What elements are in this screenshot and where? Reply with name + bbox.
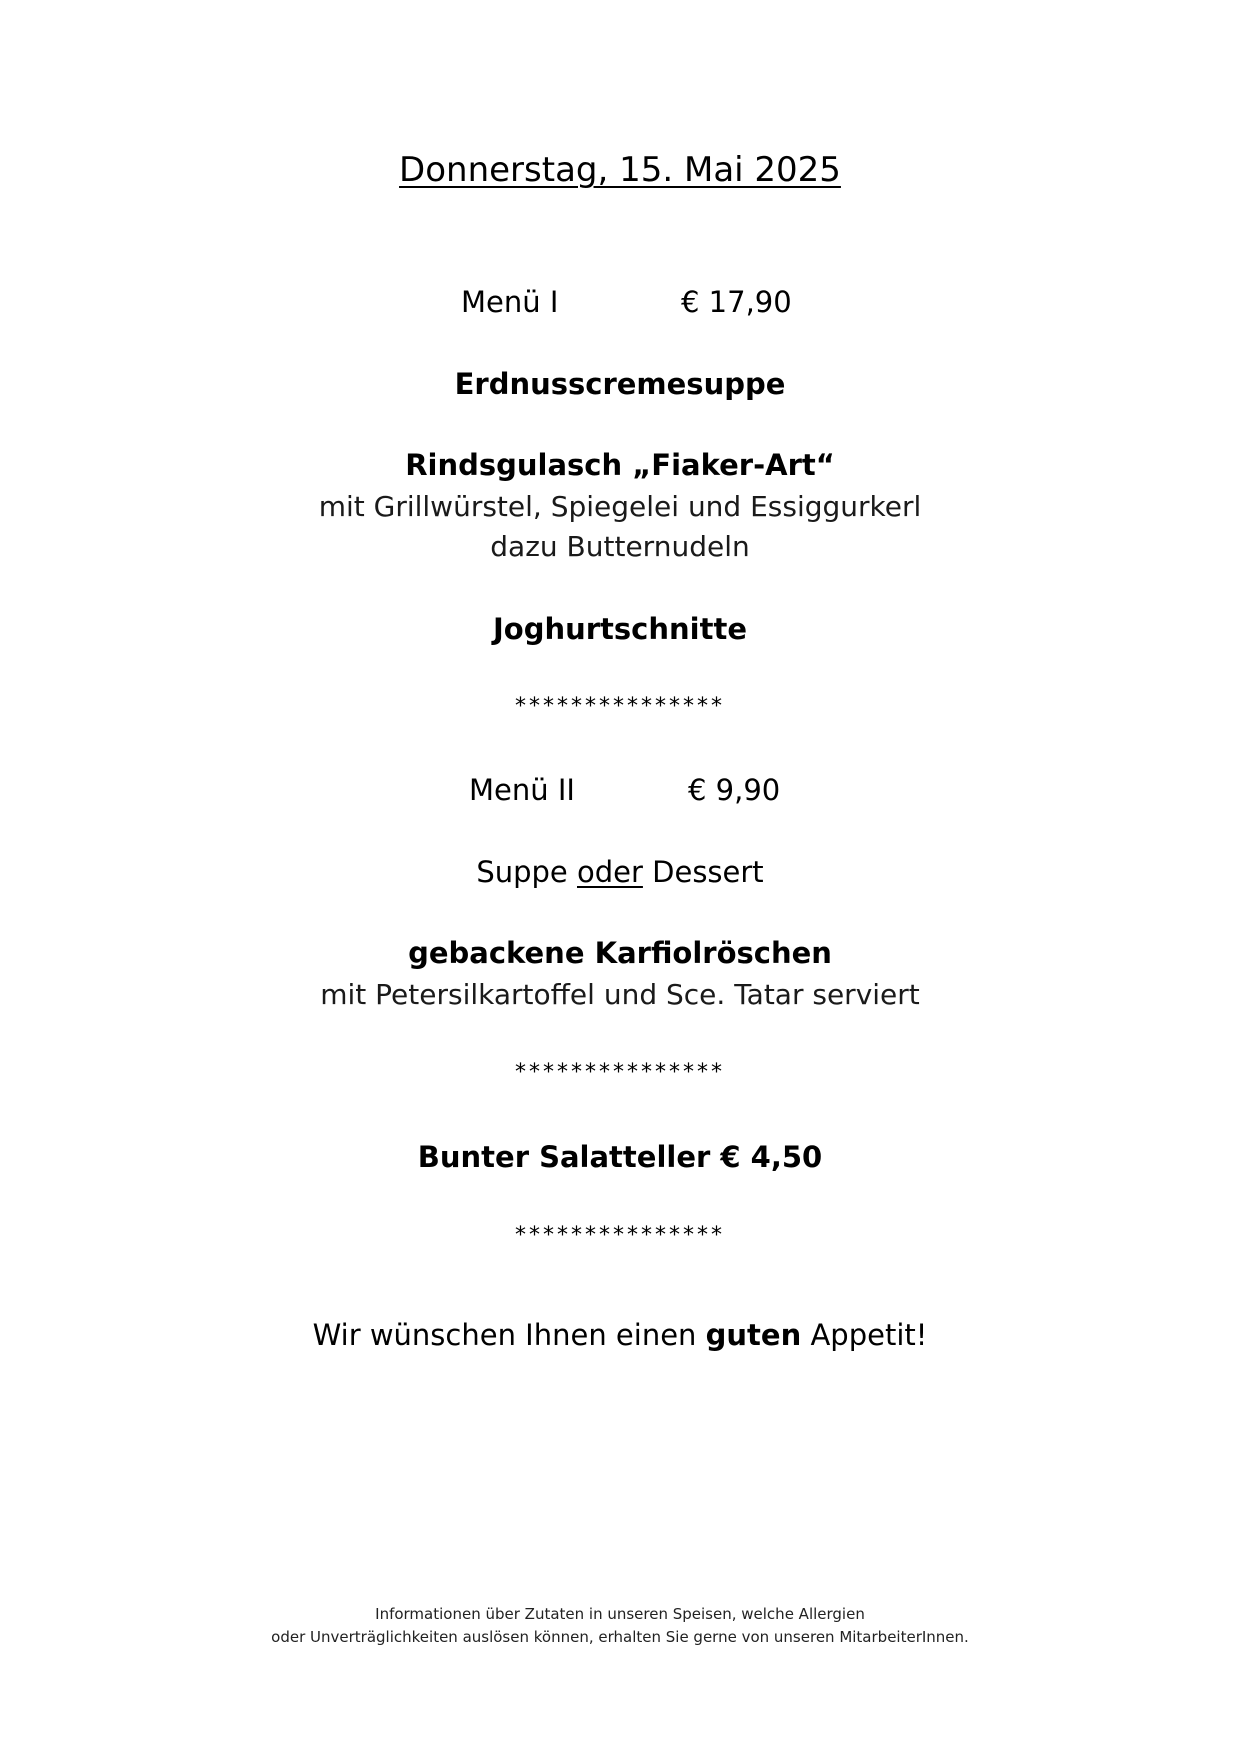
- separator-3: ***************: [515, 1223, 725, 1248]
- closing-message: [0, 1318, 1240, 1352]
- menu1-main: Rindsgulasch „Fiaker-Art“: [405, 448, 835, 482]
- closing-part2: guten: [705, 1318, 802, 1352]
- menu1-soup: Erdnusscremesuppe: [454, 367, 786, 401]
- menu2-choice-dessert: Dessert: [652, 855, 764, 889]
- menu2-main-description: mit Petersilkartoffel und Sce. Tatar serviert: [320, 978, 920, 1011]
- menu2-price: € 9,90: [688, 773, 781, 807]
- menu2-label: Menü II: [469, 773, 575, 807]
- menu1-price: € 17,90: [681, 285, 792, 319]
- footer-line-2: oder Unverträglichkeiten auslösen können, erhalten Sie gerne von unseren MitarbeiterInnen.: [271, 1628, 969, 1646]
- closing-part1: Wir wünschen Ihnen einen: [312, 1318, 697, 1352]
- menu2-choice-soup: Suppe: [476, 855, 568, 889]
- page-title: Donnerstag, 15. Mai 2025: [399, 150, 841, 190]
- menu1-main-description: mit Grillwürstel, Spiegelei und Essiggurkerl: [318, 490, 922, 523]
- menu1-side-description: dazu Butternudeln: [490, 530, 750, 563]
- menu2-choice: [0, 855, 1240, 889]
- salad-item: Bunter Salatteller € 4,50: [417, 1140, 823, 1174]
- separator-2: ***************: [515, 1060, 725, 1085]
- menu2-main: gebackene Karfiolröschen: [408, 936, 832, 970]
- closing-part3: Appetit!: [810, 1318, 928, 1352]
- menu1-label: Menü I: [461, 285, 559, 319]
- menu2-choice-or: oder: [577, 855, 643, 889]
- menu1-dessert: Joghurtschnitte: [492, 612, 747, 646]
- separator-1: ***************: [515, 694, 725, 719]
- footer-line-1: Informationen über Zutaten in unseren Speisen, welche Allergien: [375, 1605, 865, 1623]
